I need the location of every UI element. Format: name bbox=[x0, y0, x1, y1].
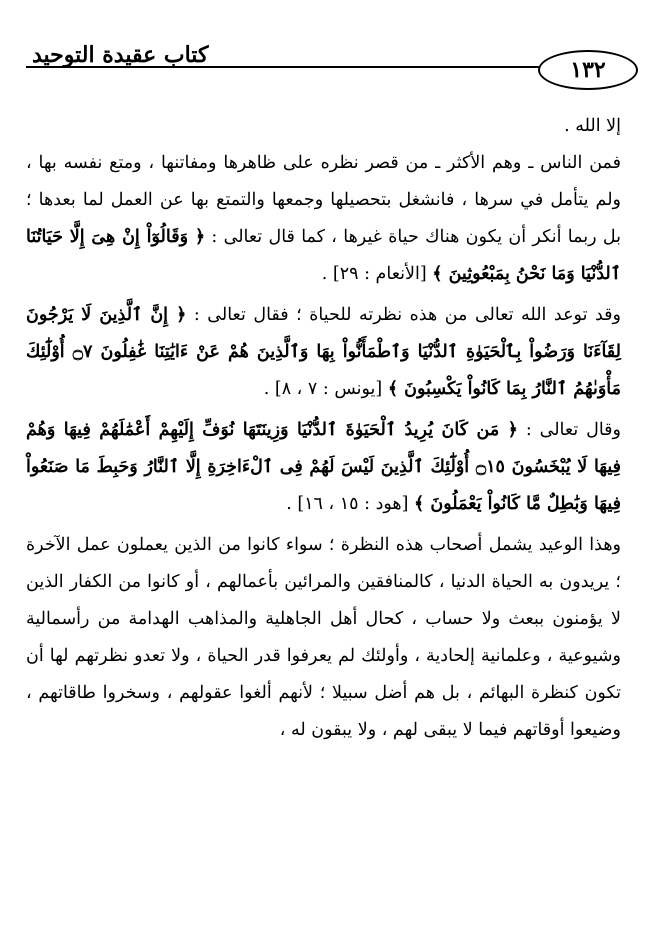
paragraph-5-text: وهذا الوعيد يشمل أصحاب هذه النظرة ؛ سواء كانوا من الذين يعملون عمل الآخرة ؛ يريدون به الحياة الدنيا ، كالمنافقين والمرائين بأعمالهم ، أو كانوا من الكفار الذين لا يؤمنون ببعث ولا حساب ، كحال أهل الجاهلية والمذاهب الهدامة من رأسمالية وشيوعية ، وعلمانية إلحادية ، وأولئك لم يعرفوا قدر الحياة ، ولا تعدو نظرتهم لها أن تكون كنظرة البهائم ، بل هم أضل سبيلا ؛ لأنهم ألغوا عقولهم ، وسخروا طاقاتهم ، وضيعوا أوقاتهم فيما لا يبقى لهم ، ولا يبقون له ، bbox=[26, 535, 621, 740]
verse-reference-3: [هود : ١٥ ، ١٦] . bbox=[286, 494, 415, 514]
paragraph-1-text: إلا الله . bbox=[564, 116, 621, 136]
page-body bbox=[26, 108, 621, 749]
paragraph-5 bbox=[26, 527, 621, 749]
verse-reference-1: [الأنعام : ٢٩] . bbox=[321, 264, 433, 284]
verse-reference-2: [يونس : ٧ ، ٨] . bbox=[263, 379, 388, 399]
quran-verse-2: ﴿ إِنَّ ٱلَّذِينَ لَا يَرْجُونَ لِقَآءَنَا وَرَضُواْ بِٱلْحَيَوٰةِ ٱلدُّنْيَا وَٱطْمَأَنُّواْ بِهَا وَٱلَّذِينَ هُمْ عَنْ ءَايَٰتِنَا غَٰفِلُونَ ۝٧ أُوْلَٰٓئِكَ مَأْوَىٰهُمُ ٱلنَّارُ بِمَا كَانُواْ يَكْسِبُونَ ﴾ bbox=[26, 305, 621, 399]
paragraph-2 bbox=[26, 145, 621, 293]
page-number: ١٣٢ bbox=[538, 50, 638, 90]
paragraph-1 bbox=[26, 108, 621, 145]
paragraph-4-text: وقال تعالى : bbox=[517, 420, 621, 440]
paragraph-3-text: وقد توعد الله تعالى من هذه نظرته للحياة ؛ فقال تعالى : bbox=[186, 305, 621, 325]
paragraph-3 bbox=[26, 297, 621, 408]
quran-verse-1: ﴿ وَقَالُوٓاْ إِنْ هِىَ إِلَّا حَيَاتُنَا ٱلدُّنْيَا وَمَا نَحْنُ بِمَبْعُوثِينَ ﴾ bbox=[26, 227, 621, 284]
quran-verse-3: ﴿ مَن كَانَ يُرِيدُ ٱلْحَيَوٰةَ ٱلدُّنْيَا وَزِينَتَهَا نُوَفِّ إِلَيْهِمْ أَعْمَٰلَهُمْ فِيهَا وَهُمْ فِيهَا لَا يُبْخَسُونَ ۝١٥ أُوْلَٰٓئِكَ ٱلَّذِينَ لَيْسَ لَهُمْ فِى ٱلْءَاخِرَةِ إِلَّا ٱلنَّارُ وَحَبِطَ مَا صَنَعُواْ فِيهَا وَبَٰطِلٌ مَّا كَانُواْ يَعْمَلُونَ ﴾ bbox=[26, 420, 621, 514]
book-title: كتاب عقيدة التوحيد bbox=[32, 42, 209, 68]
paragraph-2-text: فمن الناس ـ وهم الأكثر ـ من قصر نظره على ظاهرها ومفاتنها ، ومتع نفسه بها ، ولم يتأمل في سرها ، فانشغل بتحصيلها وجمعها والتمتع بها عن العمل لما بعدها ؛ بل ربما أنكر أن يكون هناك حياة غيرها ، كما قال تعالى : bbox=[26, 153, 621, 247]
paragraph-4 bbox=[26, 412, 621, 523]
page-header bbox=[26, 40, 630, 102]
